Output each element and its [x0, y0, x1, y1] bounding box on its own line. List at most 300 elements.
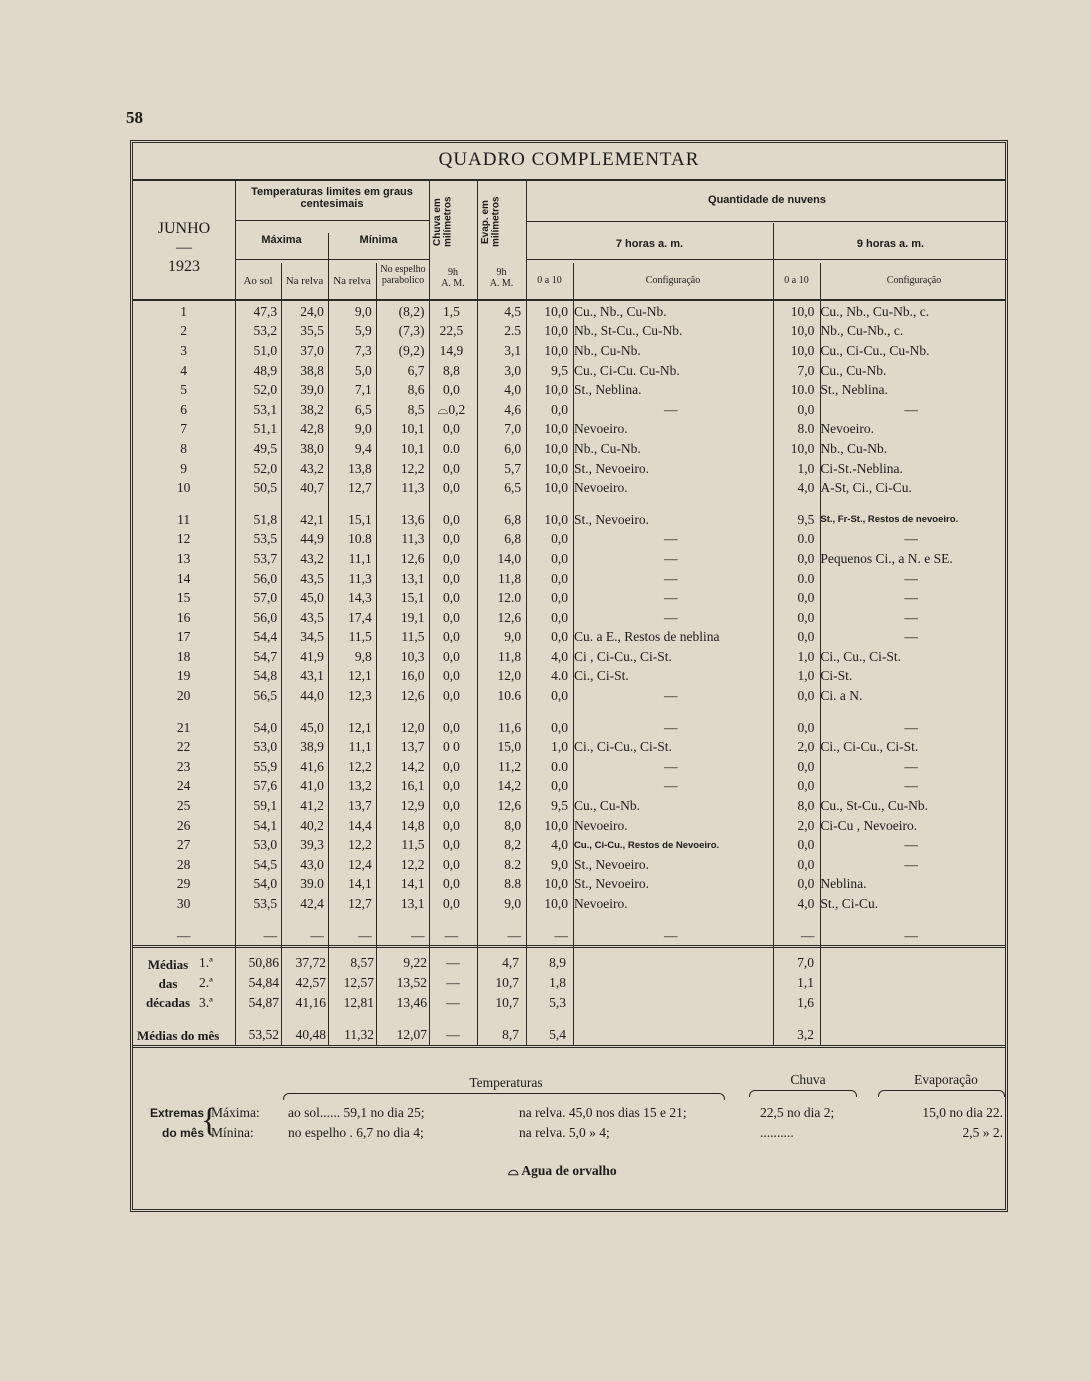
- cell-evap: 14,0: [497, 550, 522, 566]
- cell-chuva: 0,0: [442, 531, 460, 547]
- cell-n9: 0,0: [797, 629, 815, 645]
- table-row: [133, 530, 1005, 550]
- cell-n9: 0,0: [797, 719, 815, 735]
- mean-n7: 5,3: [549, 995, 566, 1010]
- cell-chuva: 0,0: [442, 590, 460, 606]
- cell-chuva: 0,0: [442, 570, 460, 586]
- mean-sol: 53,52: [248, 1027, 279, 1042]
- cell-c7: —: [664, 609, 678, 625]
- mean-evap: 10,7: [495, 975, 519, 990]
- cell-esp: 8,6: [407, 382, 425, 398]
- cell-day: 29: [176, 876, 191, 892]
- cell-c7: St., Neblina.: [574, 382, 642, 398]
- cell-evap: 9,0: [504, 629, 522, 645]
- max-sol: ao sol...... 59,1 no dia 25;: [288, 1105, 425, 1120]
- cell-day: 23: [176, 758, 191, 774]
- cell-n7: 0,0: [551, 609, 568, 625]
- cell-n9: 0,0: [797, 837, 815, 853]
- cell-c9: Nevoeiro.: [820, 421, 874, 437]
- cell-sol: 56,5: [253, 688, 278, 704]
- cell-c9: St., Neblina.: [820, 382, 888, 398]
- mean-evap: 4,7: [502, 955, 519, 970]
- no-espelho-header: No espelho parabolico: [380, 264, 426, 286]
- cell-rmin: 12,1: [348, 668, 372, 684]
- cell-c9: —: [904, 719, 918, 735]
- cell-sol: 51,0: [253, 342, 278, 358]
- cell-evap: 5,7: [504, 460, 522, 476]
- cell-n7: 10,0: [544, 421, 568, 437]
- decade-number: 1.ª: [199, 955, 213, 970]
- table-row: [133, 588, 1005, 608]
- cell-n7: 0,0: [551, 629, 568, 645]
- cell-n7: —: [554, 927, 568, 943]
- 7h-config-header: Configuração: [645, 275, 701, 286]
- cell-c7: St., Nevoeiro.: [574, 876, 649, 892]
- cell-esp: 11,5: [401, 629, 425, 645]
- cell-n9: 0,0: [797, 688, 815, 704]
- do-mes-label: do mês: [161, 1126, 204, 1140]
- cell-chuva: 0,0: [442, 668, 460, 684]
- cell-rmax: 43,5: [300, 609, 324, 625]
- cell-c7: —: [664, 531, 678, 547]
- cell-day: 14: [176, 570, 191, 586]
- cell-n7: 0,0: [551, 550, 568, 566]
- cell-c9: —: [904, 531, 918, 547]
- table-title: QUADRO COMPLEMENTAR: [438, 149, 700, 170]
- cell-evap: 11,8: [498, 648, 522, 664]
- evap-am: A. M.: [489, 277, 514, 289]
- cell-n7: 10,0: [544, 876, 568, 892]
- cell-rmax: 40,2: [300, 817, 324, 833]
- cell-evap: 6,0: [504, 440, 522, 456]
- cell-chuva: 22,5: [439, 323, 464, 339]
- cell-day: 17: [176, 629, 191, 645]
- table-row: [133, 816, 1005, 836]
- cell-chuva: 0,0: [442, 688, 460, 704]
- cell-esp: (8,2): [398, 303, 425, 319]
- cell-esp: 16,0: [400, 668, 425, 684]
- table-row: [133, 855, 1005, 875]
- mean-n9: 7,0: [797, 955, 814, 970]
- mean-esp: 12,07: [396, 1027, 427, 1042]
- month-dash: —: [176, 239, 192, 257]
- extremas-label: Extremas: [149, 1106, 204, 1120]
- cell-c9: —: [904, 758, 918, 774]
- cell-n9: 0,0: [797, 758, 815, 774]
- table-row: [133, 875, 1005, 895]
- cell-c9: Cu., Ci-Cu., Cu-Nb.: [820, 342, 930, 358]
- max-evap: 15,0 no dia 22.: [922, 1105, 1003, 1120]
- cell-day: 27: [176, 837, 191, 853]
- dew-symbol: ⌓: [508, 1163, 519, 1178]
- means-label-decadas: décadas: [145, 995, 191, 1010]
- cell-rmin: 12,1: [348, 719, 372, 735]
- cell-rmin: —: [358, 927, 372, 943]
- min-espelho: no espelho . 6,7 no dia 4;: [288, 1125, 424, 1140]
- chuva-header: Chuva em milímetros: [432, 196, 454, 248]
- cell-esp: 6,7: [407, 362, 425, 378]
- cell-c7: Nb., Cu-Nb.: [574, 342, 641, 358]
- cell-c9: —: [904, 401, 918, 417]
- cell-esp: 11,3: [401, 531, 425, 547]
- cell-chuva: 0,0: [442, 550, 460, 566]
- cell-day: 19: [176, 668, 191, 684]
- cell-chuva: —: [444, 927, 459, 943]
- 9h-header: 9 horas a. m.: [856, 238, 925, 250]
- cell-c7: —: [664, 570, 678, 586]
- cell-rmax: 43,2: [300, 460, 324, 476]
- cell-n7: 10,0: [544, 323, 568, 339]
- cell-c9: Neblina.: [820, 876, 867, 892]
- cell-rmin: 5,9: [354, 323, 372, 339]
- month-means-label: Médias do mês: [137, 1028, 220, 1043]
- cell-esp: 14,8: [400, 817, 425, 833]
- table-row: [133, 686, 1005, 706]
- cell-rmin: 7,1: [354, 382, 372, 398]
- cell-esp: 13,1: [400, 896, 425, 912]
- maxima-header: Máxima: [261, 234, 302, 246]
- cell-chuva: 0 0: [442, 739, 460, 755]
- cell-rmax: 41,2: [300, 798, 324, 814]
- table-row: [133, 361, 1005, 381]
- cell-esp: —: [411, 927, 425, 943]
- cell-rmin: 7,3: [354, 342, 372, 358]
- cell-chuva: 0,0: [442, 876, 460, 892]
- cell-sol: 48,9: [253, 362, 278, 378]
- cell-day: —: [176, 927, 191, 943]
- cell-rmax: —: [310, 927, 324, 943]
- cell-day: 9: [180, 460, 187, 476]
- cell-sol: 57,6: [253, 778, 278, 794]
- cell-rmin: 11,1: [348, 550, 372, 566]
- cell-chuva: 0,0: [442, 817, 460, 833]
- cell-rmax: 42,4: [300, 896, 324, 912]
- cell-n7: 0,0: [551, 570, 568, 586]
- cell-rmax: 44,9: [300, 531, 324, 547]
- cell-c9: —: [904, 590, 918, 606]
- cell-sol: 54,0: [253, 876, 278, 892]
- cell-rmax: 41,9: [300, 648, 324, 664]
- page-number: 58: [126, 108, 143, 127]
- cell-evap: 8,0: [504, 817, 522, 833]
- cell-sol: 53,5: [253, 896, 278, 912]
- cell-evap: 2.5: [504, 323, 522, 339]
- cell-c7: —: [664, 778, 678, 794]
- cell-sol: 55,9: [253, 758, 278, 774]
- cell-c7: Ci., Ci-Cu., Ci-St.: [574, 739, 672, 755]
- cell-day: 24: [176, 778, 191, 794]
- cell-day: 6: [180, 401, 187, 417]
- cell-c7: Cu., Ci-Cu., Restos de Nevoeiro.: [574, 839, 720, 851]
- table-row: [133, 757, 1005, 777]
- mean-rmin: 12,57: [343, 975, 374, 990]
- cell-evap: 3,1: [504, 342, 522, 358]
- mean-sol: 50,86: [248, 955, 279, 970]
- cell-c9: Nb., Cu-Nb., c.: [820, 323, 904, 339]
- cell-n9: 2,0: [797, 739, 815, 755]
- cell-chuva: ⌓0,2: [437, 401, 466, 417]
- extremas-brace: {: [201, 1102, 218, 1139]
- daily-table: [133, 302, 1005, 945]
- footer-chuva: Chuva: [790, 1072, 826, 1087]
- max-chuva: 22,5 no dia 2;: [760, 1105, 835, 1120]
- cell-evap: 12.0: [497, 590, 522, 606]
- cell-n9: 0.0: [797, 570, 815, 586]
- cell-c9: —: [904, 629, 918, 645]
- cell-rmax: 38,8: [300, 362, 324, 378]
- table-row: [133, 341, 1005, 361]
- cell-rmax: 43,5: [300, 570, 324, 586]
- cell-rmax: 40,7: [300, 480, 324, 496]
- cell-sol: 54,0: [253, 719, 278, 735]
- mean-rmin: 11,32: [344, 1027, 374, 1042]
- 7h-header: 7 horas a. m.: [615, 238, 684, 250]
- cell-evap: 3,0: [504, 362, 522, 378]
- chuva-am: A. M.: [441, 277, 465, 289]
- cell-n7: 10,0: [544, 817, 568, 833]
- cell-evap: 7,0: [504, 421, 522, 437]
- cell-rmin: 9,4: [354, 440, 372, 456]
- table-row: [133, 459, 1005, 479]
- cell-n9: 2,0: [797, 817, 815, 833]
- cell-esp: 8,5: [407, 401, 425, 417]
- cell-c9: Cu., Nb., Cu-Nb., c.: [820, 303, 930, 319]
- cell-chuva: 0,0: [442, 609, 460, 625]
- cell-sol: 53,0: [253, 739, 278, 755]
- cell-rmax: 38,0: [300, 440, 324, 456]
- cell-rmin: 12,4: [348, 856, 372, 872]
- cell-chuva: 0,0: [442, 421, 460, 437]
- cell-n9: 7,0: [797, 362, 815, 378]
- cell-evap: 4,5: [504, 303, 522, 319]
- cell-sol: 57,0: [253, 590, 278, 606]
- min-evap: 2,5 » 2.: [962, 1125, 1003, 1140]
- mean-rmin: 12,81: [343, 995, 374, 1010]
- cell-n9: 4,0: [797, 480, 815, 496]
- mean-n7: 1,8: [549, 975, 566, 990]
- cell-n9: 1,0: [797, 648, 815, 664]
- cell-c9: Pequenos Ci., a N. e SE.: [820, 550, 953, 566]
- cell-c7: Nevoeiro.: [574, 896, 628, 912]
- cell-rmax: 38,2: [300, 401, 324, 417]
- cell-day: 10: [176, 480, 191, 496]
- cell-c9: A-St, Ci., Ci-Cu.: [820, 480, 912, 496]
- mean-rmax: 37,72: [295, 955, 326, 970]
- table-row: [133, 926, 1005, 946]
- cell-rmax: 43,2: [300, 550, 324, 566]
- cell-chuva: 0,0: [442, 896, 460, 912]
- means-label: [133, 955, 203, 1012]
- cell-day: 7: [180, 421, 187, 437]
- 9h-scale-header: 0 a 10: [784, 275, 809, 286]
- cell-n7: 0.0: [551, 758, 568, 774]
- cell-esp: 13,6: [400, 511, 425, 527]
- mean-n9: 1,1: [797, 975, 814, 990]
- table-row: [133, 718, 1005, 738]
- cell-esp: 15,1: [400, 590, 425, 606]
- cell-esp: 12,2: [400, 856, 425, 872]
- mean-n9: 1,6: [797, 995, 814, 1010]
- cell-n7: 4.0: [551, 668, 568, 684]
- cell-day: 28: [176, 856, 191, 872]
- min-relva: na relva. 5,0 » 4;: [519, 1125, 610, 1140]
- title-rule: [133, 179, 1005, 181]
- cell-sol: 51,8: [253, 511, 278, 527]
- cell-sol: 56,0: [253, 570, 278, 586]
- cell-n7: 0,0: [551, 719, 568, 735]
- cell-esp: 13,7: [400, 739, 425, 755]
- cell-c7: Cu. a E., Restos de neblina: [574, 629, 720, 645]
- cell-sol: 50,5: [253, 480, 278, 496]
- cell-chuva: 1,5: [442, 303, 460, 319]
- cell-c7: —: [664, 688, 678, 704]
- mean-esp: 13,46: [396, 995, 427, 1010]
- minima-label: Mínina:: [211, 1125, 254, 1140]
- cell-c7: Nevoeiro.: [574, 421, 628, 437]
- cell-sol: 54,8: [253, 668, 278, 684]
- cell-chuva: 0,0: [442, 382, 460, 398]
- cell-n7: 0,0: [551, 590, 568, 606]
- cell-rmin: 10.8: [348, 531, 372, 547]
- cell-c9: Ci-Cu , Nevoeiro.: [820, 817, 918, 833]
- cell-evap: 11,2: [498, 758, 522, 774]
- cell-day: 1: [180, 303, 187, 319]
- cell-n7: 9,0: [551, 856, 568, 872]
- cell-evap: 11,8: [498, 570, 522, 586]
- cell-evap: 11,6: [498, 719, 522, 735]
- cell-rmin: 9,0: [354, 421, 372, 437]
- cell-sol: 53,5: [253, 531, 278, 547]
- cell-esp: 12,6: [400, 688, 425, 704]
- year-label: 1923: [168, 258, 200, 276]
- cell-sol: 54,4: [253, 629, 278, 645]
- cell-rmin: 15,1: [348, 511, 372, 527]
- cell-chuva: 0,0: [442, 798, 460, 814]
- cell-day: 2: [180, 323, 187, 339]
- cell-c7: —: [664, 401, 678, 417]
- cell-rmin: 11,5: [348, 629, 372, 645]
- evap-time: 9h: [496, 267, 507, 278]
- cell-evap: 9,0: [504, 896, 522, 912]
- cell-n7: 10,0: [544, 896, 568, 912]
- cell-rmin: 14,3: [348, 590, 372, 606]
- cell-n9: 10,0: [790, 440, 815, 456]
- cell-sol: 59,1: [253, 798, 278, 814]
- cell-rmax: 39,3: [300, 837, 324, 853]
- cell-evap: 8,2: [504, 837, 522, 853]
- ao-sol-header: Ao sol: [243, 275, 273, 287]
- cell-rmax: 34,5: [300, 629, 324, 645]
- cell-n7: 10,0: [544, 440, 568, 456]
- cell-n7: 10,0: [544, 460, 568, 476]
- cell-c7: —: [664, 590, 678, 606]
- cell-rmin: 12,2: [348, 837, 372, 853]
- table-row: [133, 510, 1005, 530]
- cell-rmax: 43,0: [300, 856, 324, 872]
- cell-c7: Nevoeiro.: [574, 817, 628, 833]
- cell-rmax: 41,6: [300, 758, 324, 774]
- table-row: [133, 835, 1005, 855]
- cell-rmin: 12,3: [348, 688, 372, 704]
- cell-day: 12: [176, 531, 191, 547]
- cell-esp: 16,1: [400, 778, 425, 794]
- mean-n7: 5,4: [549, 1027, 566, 1042]
- cell-c9: —: [904, 570, 918, 586]
- cell-evap: 10.6: [497, 688, 522, 704]
- cell-rmin: 9,8: [354, 648, 372, 664]
- cell-c7: Nevoeiro.: [574, 480, 628, 496]
- cell-c9: Ci., Cu., Ci-St.: [820, 648, 902, 664]
- mean-rmax: 40,48: [295, 1027, 326, 1042]
- cell-c7: —: [664, 758, 678, 774]
- cell-n9: 0,0: [797, 876, 815, 892]
- cell-sol: 52,0: [253, 460, 278, 476]
- table-row: [133, 647, 1005, 667]
- cell-esp: 12,9: [400, 798, 425, 814]
- cell-chuva: 0,0: [442, 758, 460, 774]
- cell-esp: 11,3: [401, 480, 425, 496]
- cell-evap: 6,8: [504, 531, 522, 547]
- table-row: [133, 400, 1005, 420]
- mean-n9: 3,2: [797, 1027, 814, 1042]
- cell-chuva: 14,9: [439, 342, 464, 358]
- cell-n7: 10,0: [544, 480, 568, 496]
- cell-rmin: 12,2: [348, 758, 372, 774]
- cell-rmax: 43,1: [300, 668, 324, 684]
- cell-rmin: 14,1: [348, 876, 372, 892]
- cell-c7: —: [664, 550, 678, 566]
- cell-n9: 1,0: [797, 460, 815, 476]
- cell-c7: Cu., Ci-Cu. Cu-Nb.: [574, 362, 680, 378]
- cell-evap: 15,0: [497, 739, 522, 755]
- cell-esp: 10,1: [400, 421, 425, 437]
- table-row: [133, 777, 1005, 797]
- cell-rmin: 17,4: [348, 609, 372, 625]
- cell-c9: —: [904, 837, 918, 853]
- cell-c9: Ci., Ci-Cu., Ci-St.: [820, 739, 919, 755]
- cell-c9: Nb., Cu-Nb.: [820, 440, 888, 456]
- cell-c7: Nb., Cu-Nb.: [574, 440, 641, 456]
- cell-chuva: 0,0: [442, 778, 460, 794]
- cell-evap: 8.2: [504, 856, 522, 872]
- minima-header: Mínima: [359, 234, 398, 246]
- means-label-medias: Médias: [147, 957, 189, 972]
- cell-sol: 54,1: [253, 817, 278, 833]
- cell-day: 21: [176, 719, 191, 735]
- table-row: [133, 667, 1005, 687]
- cell-c9: St., Fr-St., Restos de nevoeiro.: [820, 514, 959, 526]
- cell-n7: 10,0: [544, 342, 568, 358]
- cell-rmax: 42,1: [300, 511, 324, 527]
- cell-rmax: 45,0: [300, 719, 324, 735]
- cell-c7: Ci., Ci-St.: [574, 668, 629, 684]
- cell-n7: 10,0: [544, 382, 568, 398]
- cell-n9: 0.0: [797, 531, 815, 547]
- cell-rmax: 42,8: [300, 421, 324, 437]
- cell-c9: Ci-St.: [820, 668, 853, 684]
- mean-evap: 8,7: [502, 1027, 519, 1042]
- cell-chuva: 0,0: [442, 460, 460, 476]
- mean-chuva: —: [446, 955, 460, 970]
- cell-c7: —: [664, 927, 678, 943]
- cell-esp: 19,1: [400, 609, 425, 625]
- cell-chuva: 0.0: [442, 440, 460, 456]
- cell-n7: 1,0: [551, 739, 568, 755]
- cell-n9: 0,0: [797, 856, 815, 872]
- cell-evap: 14,2: [497, 778, 522, 794]
- cell-c7: St., Nevoeiro.: [574, 856, 649, 872]
- cell-rmin: 12,7: [348, 896, 372, 912]
